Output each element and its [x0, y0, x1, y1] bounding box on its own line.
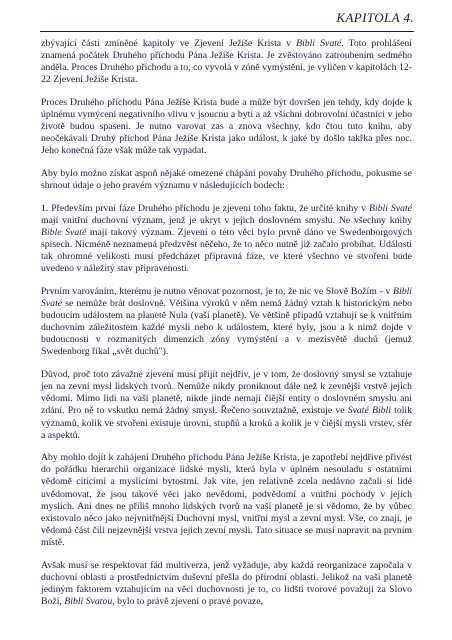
text-run: mají takový význam. Zjevení o této věci bylo prvně dáno ve Swedenborgových spisech. Nicméně neznamená předzvěst něčeho, že to něco nutně již začalo probíhat. Události tak ohromné velikosti musí předcházet přípravná fáze, ve které všechno ve stvoření bude uvedeno v náležitý stav připravenosti. [41, 227, 412, 275]
text-run: se nemůže brát doslovně. Většina výroků v něm nemá žádný vztah k historickým nebo budoucím událostem na planetě Nula (vaší planetě). Ve většině případů vztahují se k vnitřním duchovním záležitostem každé mysli nebo k událostem, které byly, jsou a k nimž dojde v budoucnosti v rozmanitých dimenzích zóny vymýstění a v mezisvětě duchů (jemuž Swedenborg říkal „svět duchů"). [41, 298, 412, 358]
italic-text-run: Bibli Svaté [369, 202, 413, 214]
italic-text-run: Bibli Svatou [64, 595, 113, 607]
paragraph [41, 286, 412, 359]
text-run: 1. Především první fáze Druhého příchodu je zjevení toho faktu, že určité knihy v [41, 202, 369, 214]
italic-text-run: Bibli Svaté [296, 38, 342, 49]
italic-text-run: Bible Svaté [41, 227, 87, 238]
italic-text-run: Svaté Bibli [347, 405, 391, 417]
text-run: , bylo to právě zjevení o pravé povaze, [112, 595, 264, 607]
text-run: Důvod, proč toto závažné zjevení musí přijít nejdřív, je v tom, že doslovný smysl se vztahuje jen na zevní mysl lidských tvorů. Nemůže nikdy proniknout dále než k zevnější vrstvě jejich vědomí. Mimo lidi na vaší planetě, nikde jinde nemají čiější entity o doslovném smyslu ani zdání. Pro ně to vskutku nemá žádný smysl. Řečeno souvztažně, existuje ve [41, 369, 412, 417]
paragraph [41, 203, 412, 276]
paragraph [41, 97, 412, 157]
paragraph [41, 168, 412, 192]
italic-text-run: Bibli Svaté [41, 285, 412, 310]
text-run: tolik významů, kolik ve stvoření existuje úrovní, stupňů a kroků a kolik je v čiější mysli vrstev, sfér a aspektů. [41, 405, 412, 441]
text-run: zbývající části zmíněné kapitoly ve Zjevení Ježíše Krista v [41, 38, 297, 49]
text-run: Aby bylo možno získat aspoň nějaké omezené chápání povahy Druhého příchodu, pokusme se shrnout údaje o jeho pravém významu v následujících bodech: [41, 168, 412, 192]
text-run: Aby mohlo dojít k zahájení Druhého příchodu Pána Ježíše Krista, je zapotřebí nejdříve přivést do pořádku hierarchii organizace lidské mysli, která byla v úplném nesouladu s ostatními vědomě cítícími a myslícími bytostmi. Jak víte, jen relativně zcela nedávno začali si lidé uvědomovat, že jsou takové věci jako nevědomí, podvědomí a vnitřní pochody v jejich myslích. Ani dnes ne příliš mnoho lidských tvorů na vaší planetě je si vědomo, že by vůbec existovalo něco jako nejvnitřnější Duchovní mysl, vnitřní mysl a zevní mysl. Vše, co znají, je vědomá část čili nejzevnější vrstva jejich zevní mysli. Tato situace se musí napravit na prvním místě. [41, 452, 412, 548]
paragraph [41, 38, 412, 86]
chapter-title: KAPITOLA 4. [336, 10, 414, 25]
paragraph [41, 452, 412, 549]
text-run: Avšak musí se respektovat fád multiverza, jenž vyžaduje, aby každá reorganizace započala v duchovní oblasti a prostřednictvím duševní přešla do přírodní oblasti. Jelikož na vaší planetě jediným faktorem vztahujícím na věci duchovnosti je to, co lidští tvorové považují za Slovo Boží, [41, 559, 412, 607]
document-body [41, 38, 412, 608]
page-header [40, 7, 414, 32]
text-run: Prvním varováním, kterému je nutno věnovat pozornost, je to, že nic ve Slově Božím - v [41, 285, 394, 297]
text-run: mají vnitřní duchovní význam, jenž je ukryt v jejich doslovném smyslu. Ne všechny knihy [41, 214, 412, 226]
paragraph [41, 369, 412, 442]
text-run: Proces Druhého příchodu Pána Ježíše Krista bude a může být dovršen jen tehdy, kdy dojde k úplnému vymýcení negativního vlivu v jsoucnu a bytí a až všichni dobrovolní účastníci v jeho životě budou spaseni. Je nutno varovat zas a znova všechny, kdo čtou tuto knihu, aby neočekávali Druhý příchod Pána Ježíše Krista jako událost, k jaké by došlo takřka přes noc. Jeho konečná fáze však může tak vypadat. [41, 96, 412, 157]
text-run: . Toto prohlášení znamená počátek Druhého příchodu Pána Ježíše Krista. Je zvěstováno zatroubením sedmého anděla. Proces Druhého příchodu a to, co vyvolá v zóně vymýstění, je vyličen v kapitolách 12-22 Zjevení Ježíše Krista. [41, 38, 413, 86]
paragraph [41, 560, 412, 608]
